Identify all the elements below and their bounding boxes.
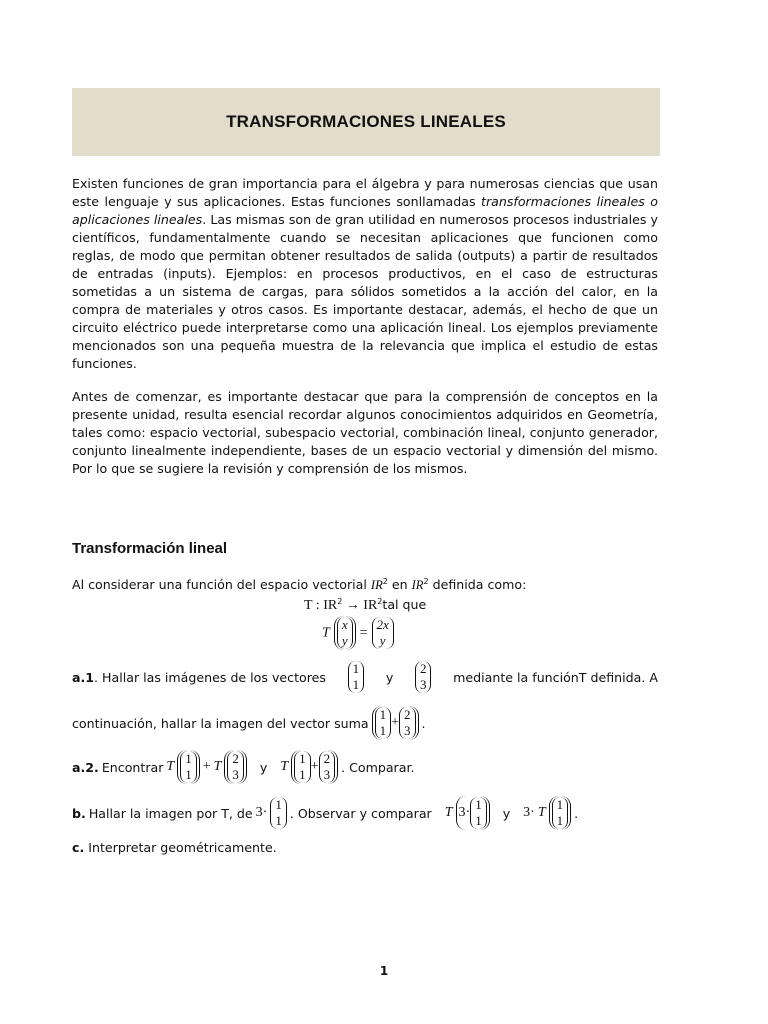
math-text: 3· — [458, 805, 471, 820]
vector-2-3 — [415, 661, 432, 693]
math-text: 1 — [299, 767, 306, 782]
map-definition — [304, 597, 426, 614]
page-title: TRANSFORMACIONES LINEALES — [226, 112, 506, 131]
math-text: = — [359, 625, 368, 641]
text: definida como: — [428, 577, 527, 593]
vector-1-1 — [270, 797, 287, 829]
math-text: 3 — [419, 677, 427, 692]
math-text: 1 — [475, 813, 482, 828]
math-text: T — [537, 805, 546, 820]
vector-1-1 — [348, 661, 365, 693]
text: . Comparar. — [341, 759, 415, 775]
paren — [456, 796, 490, 830]
math-text: 2 — [323, 751, 331, 766]
text: . Hallar las imágenes de los vectores — [94, 669, 326, 685]
text: . — [421, 715, 426, 731]
vector-xy — [337, 617, 353, 649]
math-text: 2x — [376, 617, 389, 632]
text: IR — [370, 578, 383, 593]
math-text: 3 — [323, 767, 331, 782]
paren — [549, 796, 572, 830]
text: en — [387, 577, 412, 593]
math-text: 1 — [475, 797, 482, 812]
math-text: 1 — [299, 751, 306, 766]
vector-2-3 — [399, 707, 416, 739]
vector-2-3 — [319, 751, 336, 783]
text: . Observar y comparar — [289, 805, 432, 821]
math-text: T : IR — [304, 598, 338, 614]
math-text: 3· — [523, 805, 535, 820]
math-text: 1 — [556, 813, 564, 828]
page-number: 1 — [379, 964, 389, 978]
definition-line — [72, 577, 526, 593]
math-text: 1 — [556, 797, 564, 812]
math-text: 1 — [185, 767, 192, 782]
paren — [334, 616, 356, 650]
math-text: 1 — [379, 723, 387, 738]
label: b. — [72, 805, 86, 821]
math-text: T — [280, 759, 289, 774]
math-text: 3 — [404, 723, 411, 738]
math-text: x — [341, 617, 348, 632]
math-text: 2 — [419, 661, 427, 676]
text: y — [502, 805, 511, 821]
text: mediante la funciónT definida. A — [453, 669, 658, 685]
math-text: T — [322, 625, 330, 641]
intro-emphasis: transformaciones lineales o aplicaciones lineales — [72, 194, 659, 227]
paren — [372, 706, 419, 740]
paren — [177, 750, 200, 784]
label: c. — [72, 840, 85, 855]
text: y — [259, 759, 268, 775]
text: continuación, hallar la imagen del vector suma — [72, 715, 369, 731]
intro-text: Existen funciones de gran importancia para el álgebra y para numerosas ciencias que usan este lenguaje y sus aplicaciones. Estas funciones sonllamadas — [72, 176, 658, 209]
math-text: + — [391, 715, 399, 730]
exercise-a2 — [72, 750, 414, 784]
text: 2 — [423, 577, 429, 586]
map-formula — [322, 616, 394, 650]
math-text: 2 — [404, 707, 411, 722]
math-text: y — [379, 633, 386, 648]
paren — [224, 750, 247, 784]
text: Interpretar geométricamente. — [84, 840, 277, 855]
text: Encontrar — [101, 759, 164, 775]
text: 2 — [377, 597, 383, 606]
math-text: 1 — [352, 661, 360, 676]
vector-1-1 — [294, 751, 311, 783]
text: 2 — [337, 597, 343, 606]
math-text: 3· — [255, 805, 268, 820]
text: Hallar la imagen por T, de — [88, 805, 253, 821]
text: tal que — [382, 597, 427, 613]
label: a.1 — [72, 669, 95, 685]
exercise-c — [72, 840, 277, 855]
math-text: 1 — [379, 707, 387, 722]
title-banner — [72, 88, 660, 156]
math-text: T — [166, 759, 175, 774]
vector-1-1 — [552, 797, 569, 829]
math-text: y — [341, 633, 348, 648]
math-text: + — [310, 759, 319, 774]
section-heading: Transformación lineal — [72, 540, 228, 557]
text: y — [385, 669, 394, 685]
math-text: 3 — [232, 767, 239, 782]
math-text: 2 — [232, 751, 239, 766]
text: . — [574, 805, 579, 821]
text: 2 — [382, 577, 388, 586]
math-text: 1 — [352, 677, 360, 692]
label: a.2. — [72, 759, 99, 775]
exercise-b — [72, 796, 578, 830]
vector-2x-y — [372, 617, 394, 649]
intro-paragraph-1 — [72, 175, 658, 373]
exercise-a1-line2 — [72, 706, 426, 740]
text: Al considerar una función del espacio vectorial — [72, 577, 371, 593]
vector-1-1 — [470, 797, 487, 829]
vector-1-1 — [375, 707, 392, 739]
math-text: 1 — [275, 797, 282, 812]
vector-2-3 — [227, 751, 244, 783]
exercise-a1 — [72, 661, 658, 693]
math-text: T — [213, 759, 222, 774]
math-text: 1 — [185, 751, 192, 766]
vector-1-1 — [180, 751, 197, 783]
math-text: → IR — [342, 598, 378, 614]
paren — [291, 750, 338, 784]
intro-paragraph-2: Antes de comenzar, es importante destacar que para la comprensión de conceptos en la presente unidad, resulta esencial recordar algunos conocimientos adquiridos en Geometría, tales como: espacio vectorial, subespacio vectorial, combinación lineal, conjunto generador, conjunto linealmente independiente, bases de un espacio vectorial y dimensión del mismo. Por lo que se sugiere la revisión y comprensión de los mismos. — [72, 389, 658, 476]
intro-text-2: . Las mismas son de gran utilidad en numerosos procesos industriales y científicos, fundamentalmente cuando se necesitan aplicaciones que funcionen como reglas, de modo que permitan obtener resultados de salida (outputs) a partir de resultados de entradas (inputs). Ejemplos: en procesos productivos, en el caso de estructuras sometidas a un sistema de cargas, para sólidos sometidos a la acción del calor, en la compra de materiales y otros casos. Es importante destacar, además, el hecho de que un circuito eléctrico puede interpretarse como una aplicación lineal. Los ejemplos previamente mencionados son una pequeña muestra de la relevancia que implica el estudio de estas funciones. — [72, 212, 658, 371]
math-text: 1 — [275, 813, 282, 828]
math-text: + — [202, 759, 211, 774]
text: IR — [411, 578, 424, 593]
math-text: T — [444, 805, 453, 820]
